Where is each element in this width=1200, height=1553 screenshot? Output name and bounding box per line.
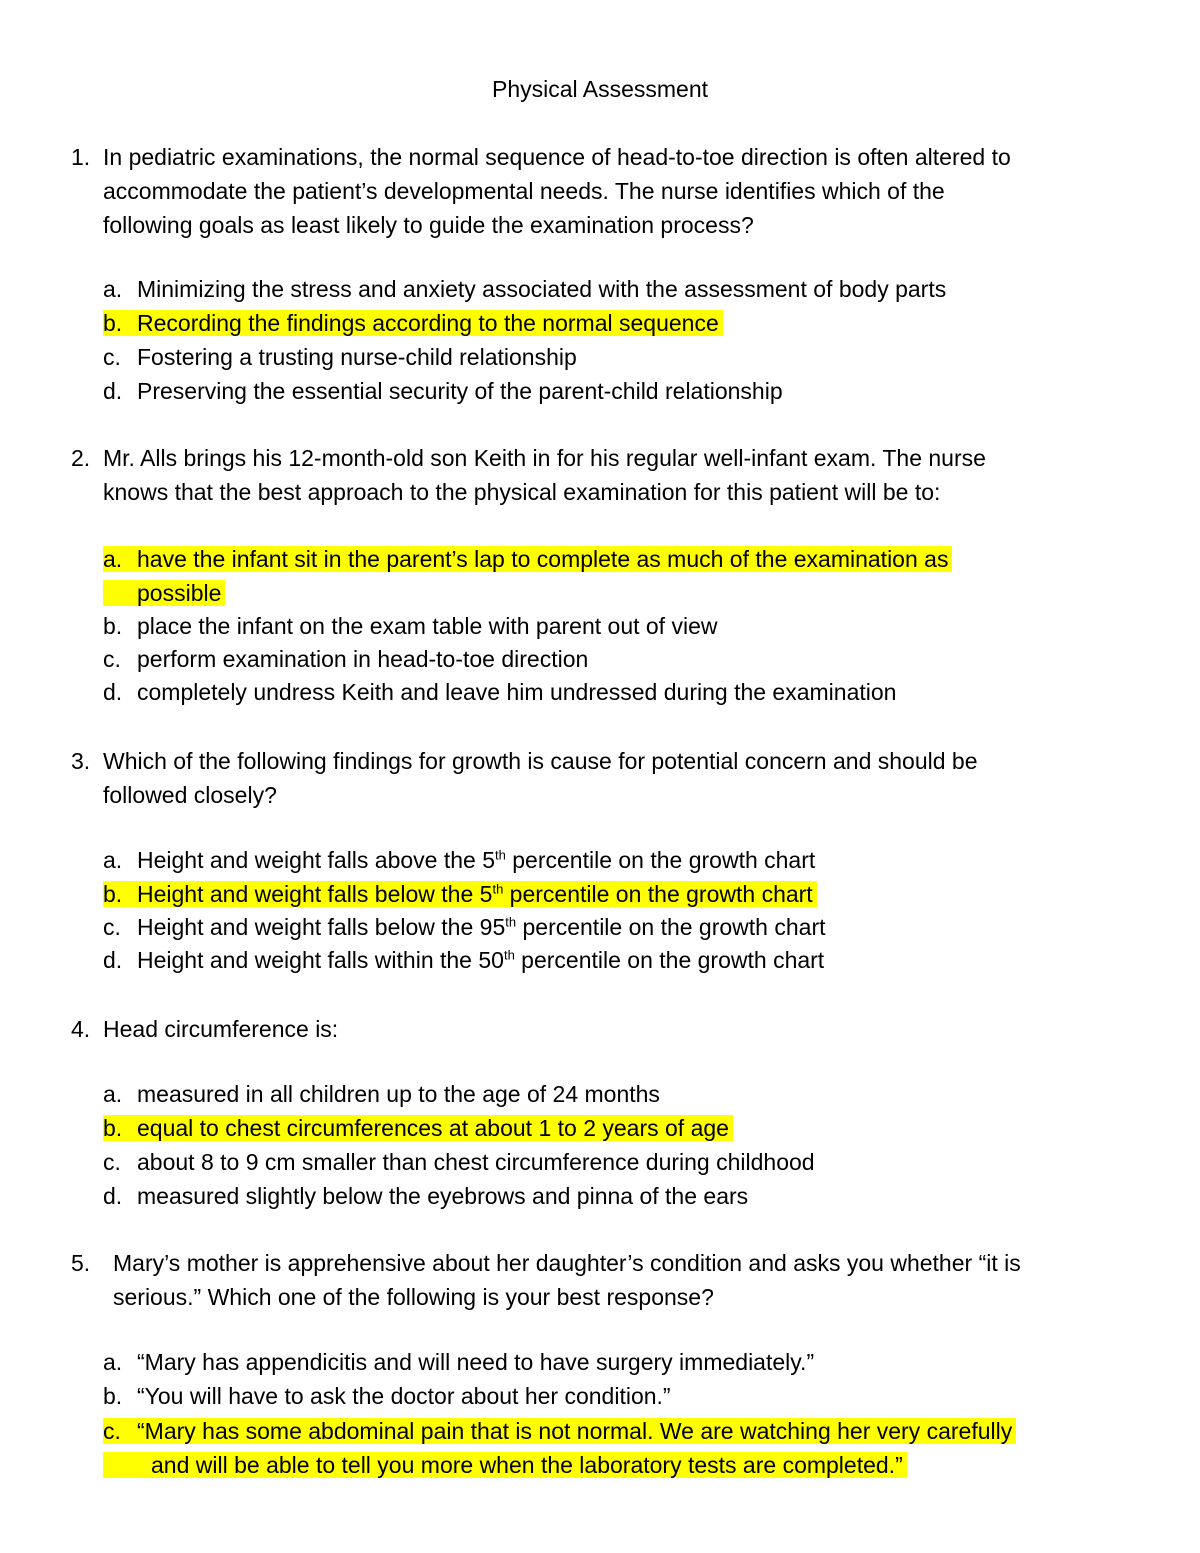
question-5-line-2: serious.” Which one of the following is your best response?: [113, 1284, 714, 1310]
question-1-number: 1.: [71, 144, 91, 170]
question-2-option-d: [103, 676, 896, 709]
question-2-line-2: knows that the best approach to the physical examination for this patient will be to:: [103, 479, 941, 505]
question-3-text: [103, 744, 1133, 812]
question-2-option-a-answer: [103, 542, 952, 610]
question-3-line-1: Which of the following findings for growth is cause for potential concern and should be: [103, 748, 978, 774]
option-letter: a.: [103, 1081, 123, 1107]
option-letter: c.: [103, 1418, 121, 1444]
answer-highlight-continued: [103, 1452, 907, 1478]
option-text: equal to chest circumferences at about 1 to 2 years of age: [137, 1115, 729, 1141]
option-text: Height and weight falls within the 50: [137, 947, 504, 973]
option-text: Preserving the essential security of the parent-child relationship: [137, 378, 783, 404]
question-5-option-c-answer: [103, 1414, 1016, 1482]
option-text: Minimizing the stress and anxiety associated with the assessment of body parts: [137, 276, 947, 302]
question-2-option-c: [103, 643, 588, 676]
question-1-option-a: [103, 273, 946, 306]
question-5-text: [113, 1246, 1143, 1314]
question-3-option-c: [103, 911, 826, 944]
question-5-line-1: Mary’s mother is apprehensive about her daughter’s condition and asks you whether “it is: [113, 1250, 1021, 1276]
question-3-option-b-answer: [103, 878, 817, 911]
answer-highlight: [103, 310, 723, 336]
question-5-option-a: [103, 1346, 814, 1379]
question-4-option-a: [103, 1078, 660, 1111]
option-text: Height and weight falls above the 5: [137, 847, 496, 873]
option-text-continued: possible: [137, 580, 222, 606]
option-letter: d.: [103, 1183, 123, 1209]
option-text: “Mary has some abdominal pain that is not normal. We are watching her very carefully: [137, 1418, 1013, 1444]
answer-highlight: [103, 881, 817, 907]
question-1-option-b-answer: [103, 307, 723, 340]
question-3-option-d: [103, 944, 824, 977]
option-text: measured in all children up to the age of 24 months: [137, 1081, 660, 1107]
question-1-line-3: following goals as least likely to guide the examination process?: [103, 212, 754, 238]
question-3-option-a: [103, 844, 815, 877]
option-text-end: percentile on the growth chart: [505, 847, 816, 873]
option-letter: d.: [103, 378, 123, 404]
question-4-text: [103, 1012, 1133, 1046]
option-letter: d.: [103, 679, 123, 705]
question-4-option-b-answer: [103, 1112, 733, 1145]
option-letter: c.: [103, 344, 121, 370]
ordinal-suffix: th: [503, 947, 515, 963]
option-letter: b.: [103, 1115, 123, 1141]
option-letter: b.: [103, 881, 123, 907]
question-1-option-d: [103, 375, 783, 408]
question-3-number: 3.: [71, 748, 91, 774]
ordinal-suffix: th: [505, 914, 517, 930]
option-letter: b.: [103, 1383, 123, 1409]
option-text: “Mary has appendicitis and will need to have surgery immediately.”: [137, 1349, 815, 1375]
question-1-line-2: accommodate the patient’s developmental needs. The nurse identifies which of the: [103, 178, 945, 204]
option-letter: c.: [103, 646, 121, 672]
question-2-option-b: [103, 610, 717, 643]
question-5-number: 5.: [71, 1250, 91, 1276]
question-1-option-c: [103, 341, 577, 374]
option-text: measured slightly below the eyebrows and pinna of the ears: [137, 1183, 749, 1209]
option-text: completely undress Keith and leave him undressed during the examination: [137, 679, 897, 705]
ordinal-suffix: th: [495, 847, 506, 863]
option-text: Height and weight falls below the 95: [137, 914, 506, 940]
option-letter: b.: [103, 613, 123, 639]
option-text: Recording the findings according to the normal sequence: [137, 310, 719, 336]
option-text: Fostering a trusting nurse-child relationship: [137, 344, 577, 370]
answer-highlight: [103, 1418, 1016, 1444]
option-text: “You will have to ask the doctor about her condition.”: [137, 1383, 671, 1409]
question-4-line-1: Head circumference is:: [103, 1016, 339, 1042]
option-text: Height and weight falls below the 5: [137, 881, 493, 907]
option-letter: c.: [103, 914, 121, 940]
option-letter: a.: [103, 276, 123, 302]
answer-highlight-continued: [103, 580, 225, 606]
answer-highlight: [103, 1115, 733, 1141]
question-4-number: 4.: [71, 1016, 91, 1042]
option-letter: a.: [103, 1349, 123, 1375]
option-text: have the infant sit in the parent’s lap to complete as much of the examination as: [137, 546, 949, 572]
answer-highlight: [103, 546, 952, 572]
option-letter: a.: [103, 847, 123, 873]
question-4-option-c: [103, 1146, 815, 1179]
question-5-option-b: [103, 1380, 671, 1413]
option-letter: b.: [103, 310, 123, 336]
option-text: perform examination in head-to-toe direction: [137, 646, 589, 672]
option-text-end: percentile on the growth chart: [516, 914, 826, 940]
question-2-number: 2.: [71, 445, 91, 471]
option-text: about 8 to 9 cm smaller than chest circumference during childhood: [137, 1149, 815, 1175]
question-2-line-1: Mr. Alls brings his 12-month-old son Keith in for his regular well-infant exam. The nurse: [103, 445, 986, 471]
ordinal-suffix: th: [492, 881, 504, 897]
option-letter: a.: [103, 546, 123, 572]
option-letter: d.: [103, 947, 123, 973]
question-2-text: [103, 441, 1133, 509]
option-text: place the infant on the exam table with parent out of view: [137, 613, 718, 639]
option-text-continued: and will be able to tell you more when the laboratory tests are completed.”: [151, 1452, 903, 1478]
option-text-end: percentile on the growth chart: [514, 947, 825, 973]
option-text-end: percentile on the growth chart: [503, 881, 813, 907]
option-letter: c.: [103, 1149, 121, 1175]
question-1-line-1: In pediatric examinations, the normal sequence of head-to-toe direction is often altered to: [103, 144, 1011, 170]
question-3-line-2: followed closely?: [103, 782, 277, 808]
question-4-option-d: [103, 1180, 748, 1213]
question-1-text: [103, 140, 1133, 242]
page-title: Physical Assessment: [491, 76, 709, 102]
